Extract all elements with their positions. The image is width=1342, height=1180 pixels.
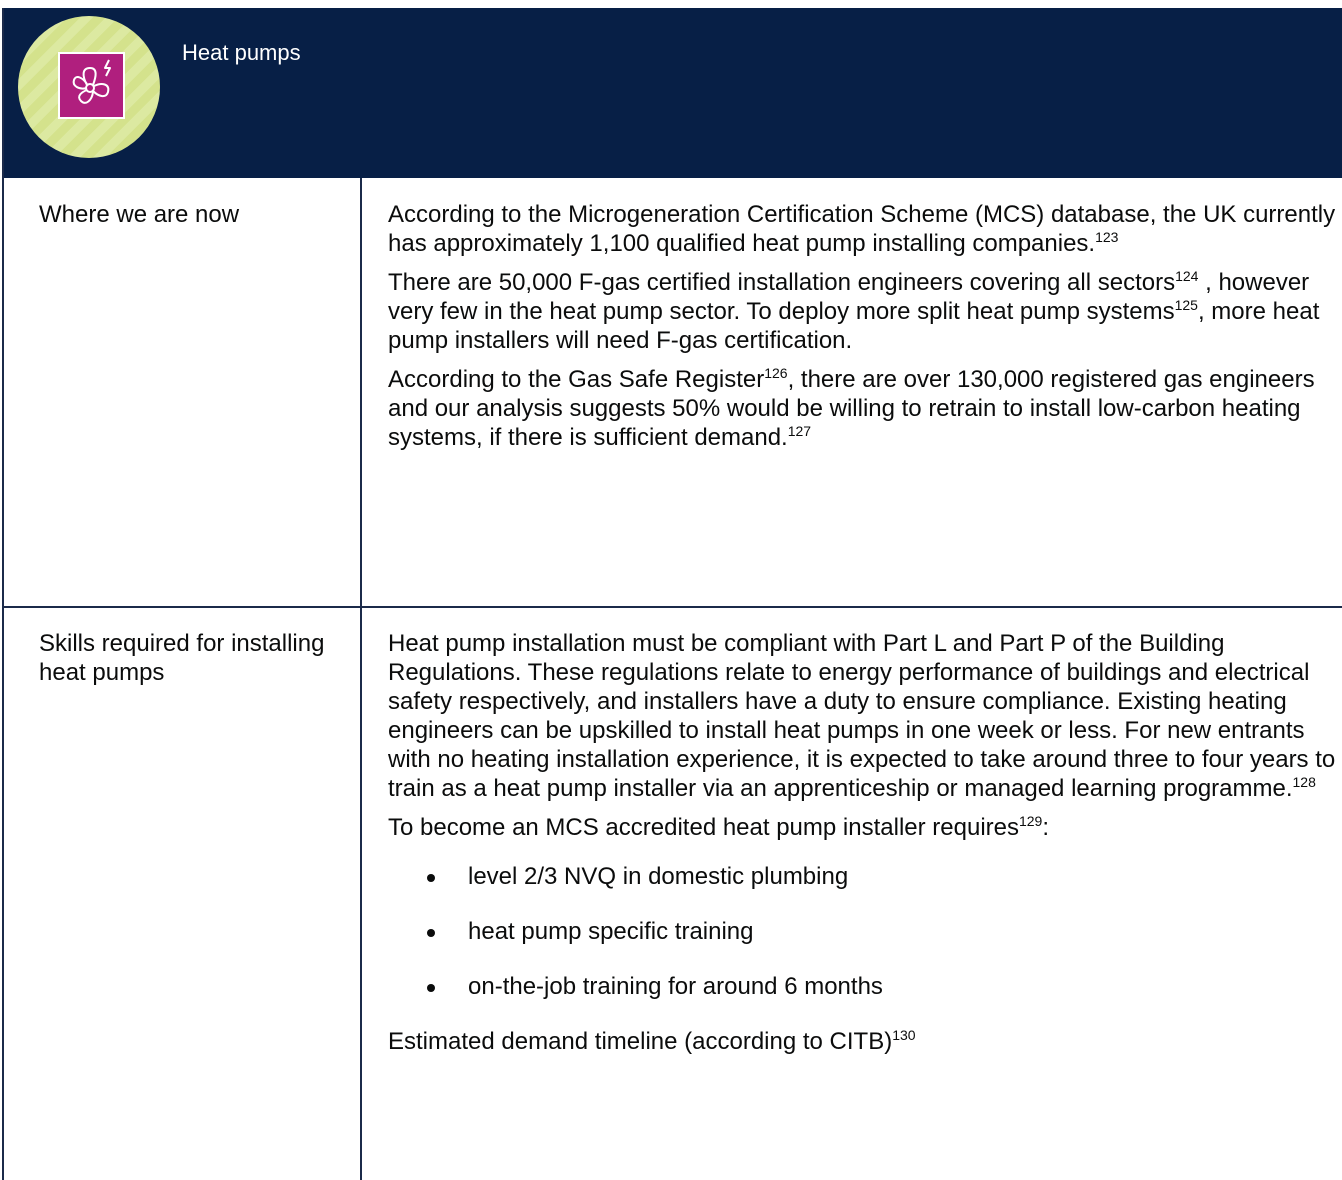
bullet-icon — [427, 874, 435, 882]
heat-pumps-table — [2, 8, 1342, 1180]
footnote-ref[interactable]: 126 — [764, 365, 788, 381]
gas-safe-paragraph: According to the Gas Safe Register$^{126}$, there are over 130,000 registered gas engineers and our analysis suggests 50% would be willing to retrain to install low-carbon heating systems, if there is sufficient demand.$^{127}$ — [388, 365, 1315, 451]
demand-timeline-heading: Estimated demand timeline (according to CITB)$^{130}$ — [388, 1027, 916, 1055]
bullet-icon — [427, 984, 435, 992]
row-label-skills-required: Skills required for installing heat pumps — [39, 630, 325, 686]
list-item: heat pump specific training — [388, 917, 1338, 946]
footnote-ref[interactable]: 124 — [1175, 268, 1199, 284]
mcs-paragraph: According to the Microgeneration Certification Scheme (MCS) database, the UK currently has approximately 1,100 qualified heat pump installing companies.$^{123}$ — [388, 201, 1336, 257]
page-title: Heat pumps — [182, 40, 301, 65]
footnote-ref[interactable]: 125 — [1174, 297, 1198, 313]
footnote-ref[interactable]: 127 — [787, 423, 812, 439]
heat-pump-fan-icon — [58, 52, 125, 119]
footnote-ref[interactable]: 123 — [1095, 229, 1119, 245]
row-content-skills-required — [388, 629, 1338, 1066]
footnote-ref[interactable]: 128 — [1292, 774, 1316, 790]
row-content-where-we-are-now — [388, 200, 1338, 462]
column-divider — [360, 178, 362, 1180]
requirements-intro: To become an MCS accredited heat pump installer requires$^{129}$: — [388, 813, 1050, 841]
f-gas-paragraph: There are 50,000 F-gas certified installation engineers covering all sectors$^{124}$ , however very few in the heat pump sector. To deploy more split heat pump systems$^{125}$, more heat pump installers will need F-gas certification. — [388, 268, 1320, 354]
table-header — [4, 8, 1342, 178]
footnote-ref[interactable]: 129 — [1018, 813, 1043, 829]
list-item: on-the-job training for around 6 months — [388, 972, 1338, 1001]
row-label-where-we-are-now: Where we are now — [39, 201, 240, 228]
row-divider — [4, 606, 1342, 608]
bullet-icon — [427, 929, 435, 937]
compliance-paragraph: Heat pump installation must be compliant with Part L and Part P of the Building Regulations. These regulations relate to energy performance of buildings and electrical safety respectively, and installers have a duty to ensure compliance. Existing heating engineers can be upskilled to install heat pumps in one week or less. For new entrants with no heating installation experience, it is expected to take around three to four years to train as a heat pump installer via an apprenticeship or managed learning programme.$^{128}$ — [388, 630, 1336, 802]
heat-pump-badge — [18, 16, 160, 158]
list-item: level 2/3 NVQ in domestic plumbing — [388, 862, 1338, 891]
requirements-list — [388, 862, 1338, 1001]
footnote-ref[interactable]: 130 — [892, 1027, 916, 1043]
